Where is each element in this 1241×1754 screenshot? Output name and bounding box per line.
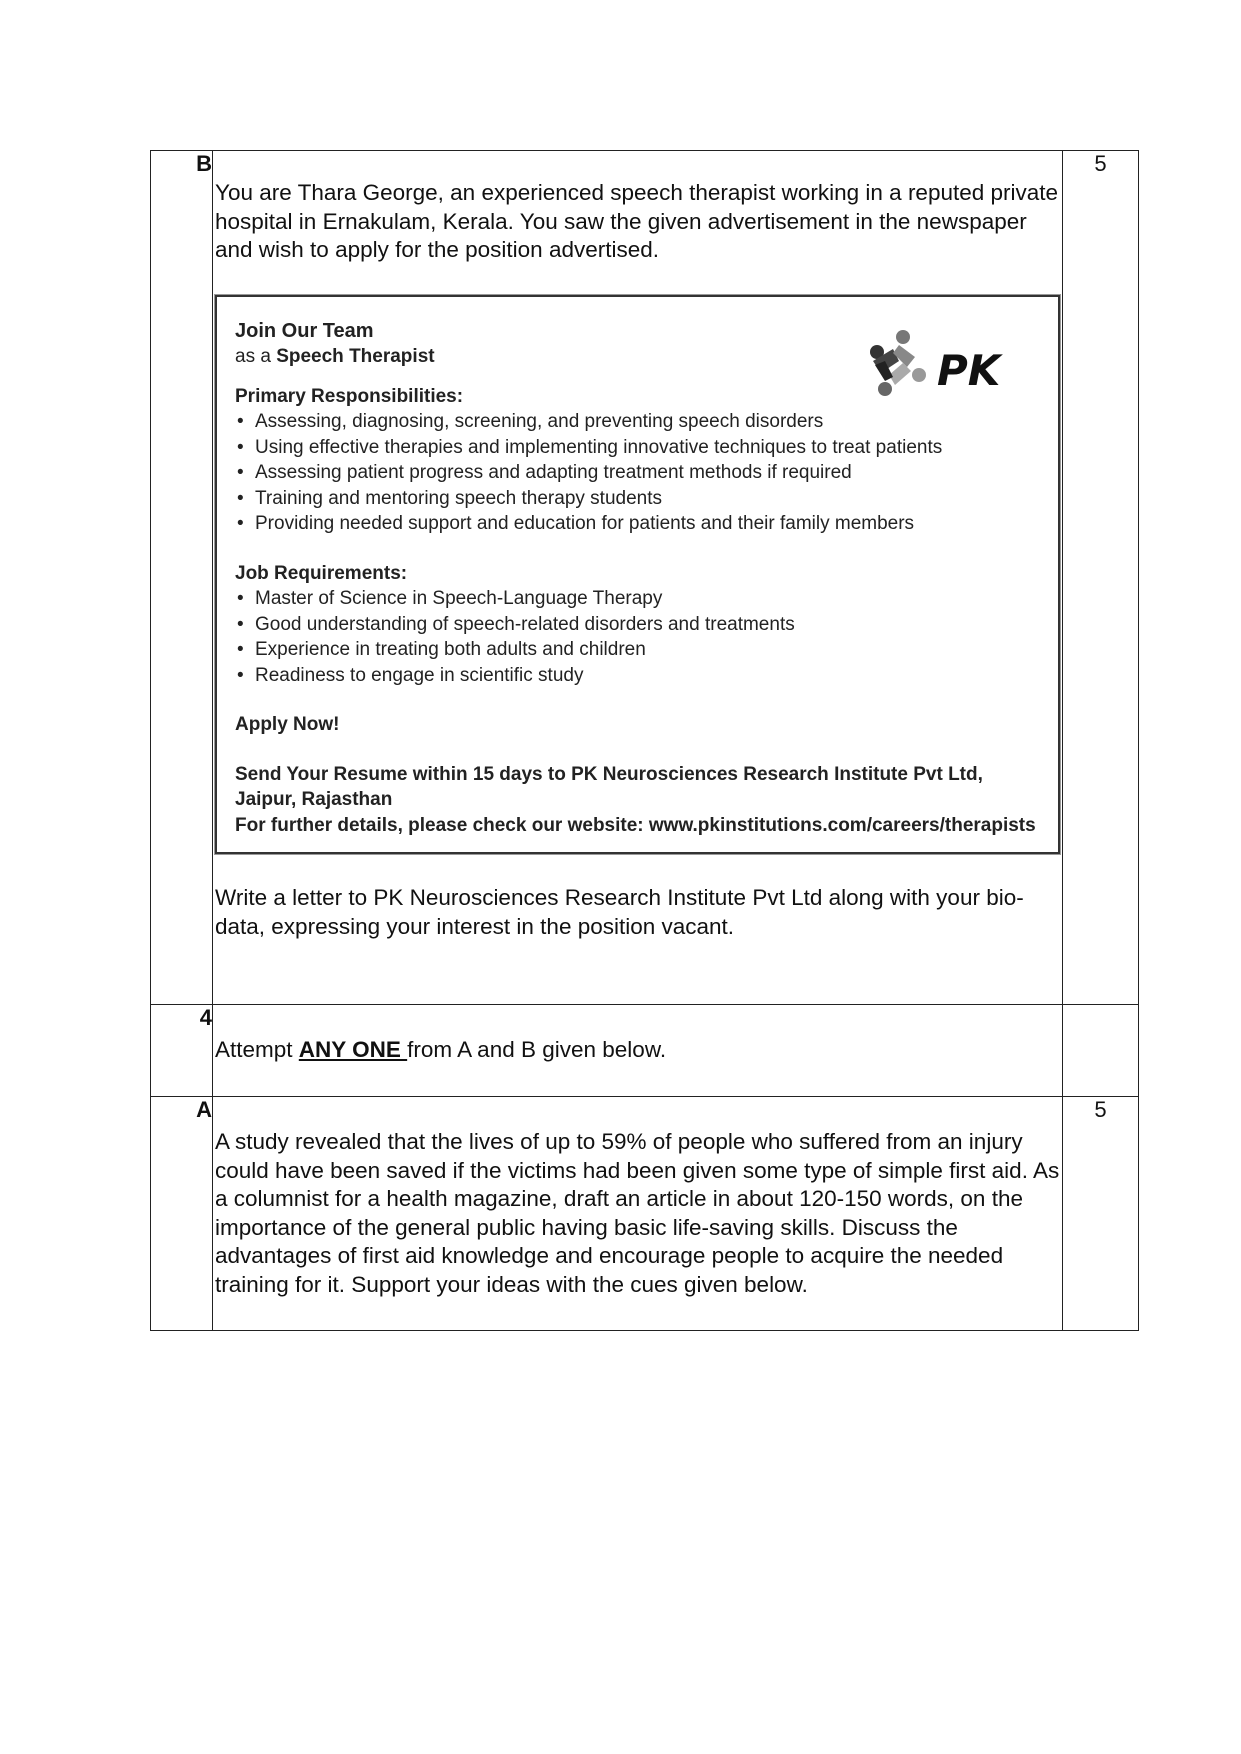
website-details-line: For further details, please check our website: www.pkinstitutions.com/careers/therapists bbox=[235, 814, 1036, 836]
ad-subtitle: as a Speech Therapist bbox=[235, 346, 435, 367]
list-item: • Good understanding of speech-related disorders and treatments bbox=[235, 612, 1040, 638]
list-item: • Providing needed support and education for patients and their family members bbox=[235, 511, 1040, 537]
question-3b-row bbox=[151, 151, 1139, 1005]
list-item: • Master of Science in Speech-Language Therapy bbox=[235, 586, 1040, 612]
list-item: • Using effective therapies and implementing innovative techniques to treat patients bbox=[235, 435, 1040, 461]
question-4a-row bbox=[151, 1097, 1139, 1331]
question-content bbox=[213, 1097, 1063, 1331]
question-marks: 5 bbox=[1063, 151, 1139, 1005]
question-label: A bbox=[151, 1097, 213, 1331]
question-prompt: A study revealed that the lives of up to 59% of people who suffered from an injury could have been saved if the victims had been given some type of simple first aid. As a columnist for a health magazine, draft an article in about 120-150 words, on the importance of the general public having basic life-saving skills. Discuss the advantages of first aid knowledge and encourage people to acquire the needed training for it. Support your ideas with the cues given below. bbox=[215, 1129, 1060, 1297]
list-item: • Readiness to engage in scientific study bbox=[235, 663, 1040, 689]
exam-question-table bbox=[150, 150, 1139, 1331]
job-advertisement bbox=[215, 295, 1060, 855]
send-resume-line: Send Your Resume within 15 days to PK Neurosciences Research Institute Pvt Ltd, Jaipur, Rajasthan bbox=[235, 763, 983, 810]
question-task: Write a letter to PK Neurosciences Research Institute Pvt Ltd along with your bio-data, expressing your interest in the position vacant. bbox=[215, 885, 1024, 939]
question-prompt: You are Thara George, an experienced speech therapist working in a reputed private hospital in Ernakulam, Kerala. You saw the given advertisement in the newspaper and wish to apply for the position advertised. bbox=[215, 180, 1059, 262]
apply-heading: Apply Now! bbox=[235, 714, 340, 735]
question-label: 4 bbox=[151, 1005, 213, 1097]
question-marks: 5 bbox=[1063, 1097, 1139, 1331]
people-circle-logo-icon bbox=[855, 327, 1010, 407]
question-instruction: Attempt ANY ONE from A and B given below. bbox=[215, 1037, 667, 1062]
question-4-row bbox=[151, 1005, 1139, 1097]
list-item: • Assessing, diagnosing, screening, and preventing speech disorders bbox=[235, 409, 1040, 435]
list-item: • Assessing patient progress and adapting treatment methods if required bbox=[235, 460, 1040, 486]
responsibilities-heading: Primary Responsibilities: bbox=[235, 385, 464, 407]
question-content bbox=[213, 151, 1063, 1005]
svg-text:PK: PK bbox=[937, 345, 1001, 395]
requirements-list bbox=[235, 586, 1040, 688]
list-item: • Training and mentoring speech therapy students bbox=[235, 486, 1040, 512]
question-marks bbox=[1063, 1005, 1139, 1097]
question-content bbox=[213, 1005, 1063, 1097]
question-label: B bbox=[151, 151, 213, 1005]
responsibilities-list bbox=[235, 409, 1040, 537]
list-item: • Experience in treating both adults and children bbox=[235, 637, 1040, 663]
requirements-heading: Job Requirements: bbox=[235, 562, 408, 584]
ad-title: Join Our Team bbox=[235, 319, 374, 342]
